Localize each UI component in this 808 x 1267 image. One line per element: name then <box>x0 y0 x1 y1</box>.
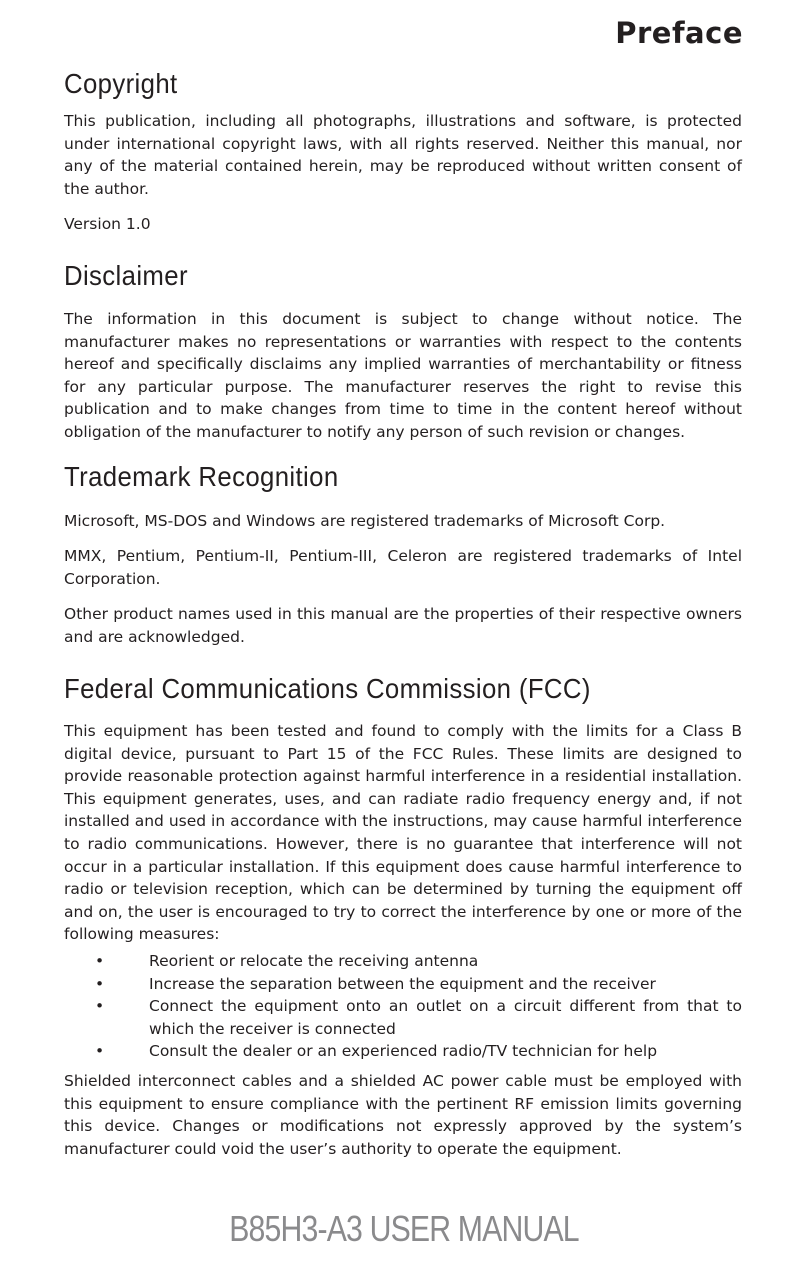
disclaimer-heading: Disclaimer <box>64 260 188 291</box>
bullet-icon: • <box>95 1042 105 1061</box>
version-text: Version 1.0 <box>64 215 151 233</box>
page-header-title: Preface <box>615 16 743 50</box>
bullet-icon: • <box>95 952 105 970</box>
copyright-paragraph: This publication, including all photographs, illustrations and software, is protected under international copyright laws, with all rights reserved. Neither this manual, nor any of the material contained herein, may be reproduced without written consent of the author. <box>64 112 742 198</box>
fcc-closing-paragraph: Shielded interconnect cables and a shielded AC power cable must be employed with this equipment to ensure compliance with the pertinent RF emission limits governing this device. Changes or modifications not expressly approved by the system’s manufacturer could void the user’s authority to operate the equipment. <box>64 1072 742 1158</box>
bullet-icon: • <box>95 997 105 1016</box>
list-item-text: Reorient or relocate the receiving antenna <box>149 952 479 970</box>
trademark-paragraph-microsoft: Microsoft, MS-DOS and Windows are registered trademarks of Microsoft Corp. <box>64 512 666 530</box>
trademark-heading: Trademark Recognition <box>64 461 339 492</box>
fcc-heading: Federal Communications Commission (FCC) <box>64 673 591 704</box>
list-item <box>64 1040 742 1063</box>
list-item <box>64 950 742 973</box>
disclaimer-paragraph: The information in this document is subject to change without notice. The manufacturer makes no representations or warranties with respect to the contents hereof and specifically disclaims any implied warranties of merchantability or fitness for any particular purpose. The manufacturer reserves the right to revise this publication and to make changes from time to time in the content hereof without obligation of the manufacturer to notify any person of such revision or changes. <box>64 310 742 441</box>
copyright-heading: Copyright <box>64 68 178 99</box>
trademark-paragraph-others: Other product names used in this manual are the properties of their respective owners and are acknowledged. <box>64 605 742 646</box>
list-item <box>64 995 742 1040</box>
fcc-measures-list <box>64 950 742 1063</box>
page-footer: B85H3-A3 USER MANUAL <box>229 1208 579 1249</box>
list-item-text: Consult the dealer or an experienced radio/TV technician for help <box>149 1042 658 1061</box>
list-item <box>64 973 742 996</box>
bullet-icon: • <box>95 974 105 993</box>
list-item-text: Increase the separation between the equipment and the receiver <box>149 974 656 993</box>
list-item-text: Connect the equipment onto an outlet on a circuit different from that to which the receiver is connected <box>149 997 742 1038</box>
trademark-paragraph-intel: MMX, Pentium, Pentium-II, Pentium-III, Celeron are registered trademarks of Intel Corporation. <box>64 547 742 588</box>
fcc-intro-paragraph: This equipment has been tested and found to comply with the limits for a Class B digital device, pursuant to Part 15 of the FCC Rules. These limits are designed to provide reasonable protection against harmful interference in a residential installation. This equipment generates, uses, and can radiate radio frequency energy and, if not installed and used in accordance with the instructions, may cause harmful interference to radio communications. However, there is no guarantee that interference will not occur in a particular installation. If this equipment does cause harmful interference to radio or television reception, which can be determined by turning the equipment off and on, the user is encouraged to try to correct the interference by one or more of the following measures: <box>64 722 742 944</box>
